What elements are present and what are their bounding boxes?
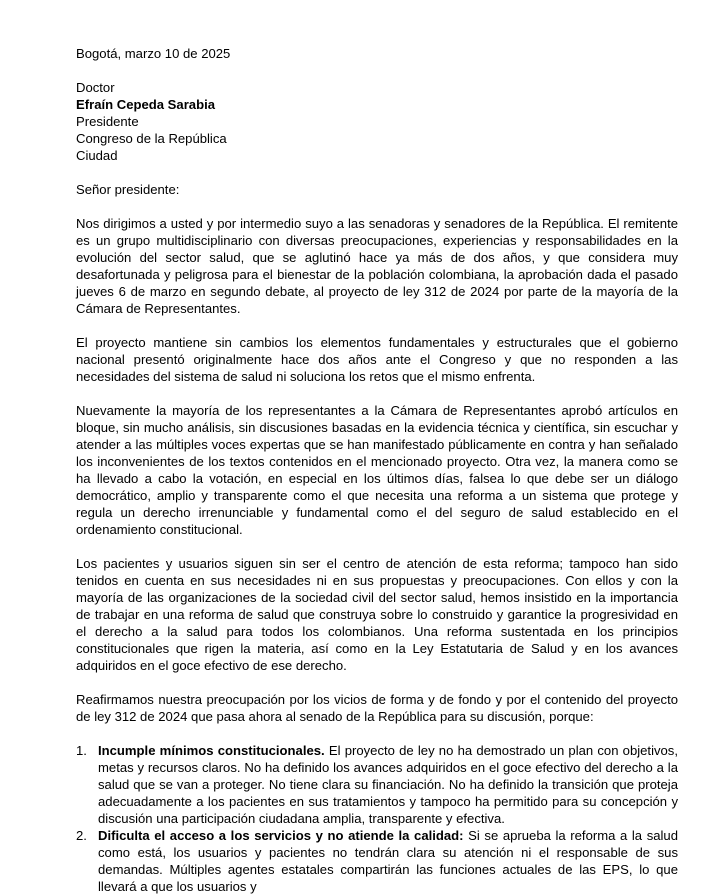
- list-item-heading: Incumple mínimos constitucionales.: [98, 743, 325, 758]
- list-item-text: El proyecto de ley no ha demostrado un plan con objetivos, metas y recursos claros. No ha definido los avances adquiridos en el goce efectivo del derecho a la salud que se van a proteger. No tiene clara su financiación. No ha definido la transición que proteja adecuadamente a los pacientes en sus tratamientos y tampoco ha permitido para su concepción y discusión una participación ciudadana amplia, transparente y efectiva.: [98, 743, 678, 826]
- paragraph-patients: Los pacientes y usuarios siguen sin ser el centro de atención de esta reforma; tampoco han sido tenidos en cuenta en sus necesidades ni en sus propuestas y preocupaciones. Con ellos y con la mayoría de las organizaciones de la sociedad civil del sector salud, hemos insistido en la importancia de trabajar en una reforma de salud que construya sobre lo construido y garantice la progresividad en el derecho a la salud para todos los colombianos. Una reforma sustentada en los principios constitucionales que rigen la materia, así como en la Ley Estatutaria de Salud y en los avances adquiridos en el goce efectivo de ese derecho.: [76, 556, 678, 673]
- recipient-city: Ciudad: [76, 148, 118, 163]
- list-item-text: Si se aprueba la reforma a la salud como está, los usuarios y pacientes no tendrán clara su atención ni el responsable de sus demandas. Múltiples agentes estatales compartirán las funciones actuales de las EPS, lo que llevará a que los usuarios y: [98, 828, 678, 894]
- recipient-honorific: Doctor: [76, 80, 115, 95]
- recipient-organization: Congreso de la República: [76, 131, 227, 146]
- recipient-title: Presidente: [76, 114, 139, 129]
- paragraph-vote: Nuevamente la mayoría de los representantes a la Cámara de Representantes aprobó artículos en bloque, sin mucho análisis, sin discusiones basadas en la evidencia técnica y científica, sin escuchar y atender a las múltiples voces expertas que se han manifestado públicamente en contra y han señalado los inconvenientes de los textos contenidos en el mencionado proyecto. Otra vez, la manera como se ha llevado a cabo la votación, en especial en los últimos días, falsea lo que debe ser un diálogo democrático, amplio y transparente como el que necesita una reforma a un sistema que protege y regula un derecho irrenunciable y fundamental como el del seguro de salud establecido en el ordenamiento constitucional.: [76, 403, 678, 537]
- salutation: Señor presidente:: [76, 182, 180, 197]
- paragraph-project: El proyecto mantiene sin cambios los elementos fundamentales y estructurales que el gobierno nacional presentó originalmente hace dos años ante el Congreso y que no responden a las necesidades del sistema de salud ni soluciona los retos que el mismo enfrenta.: [76, 335, 678, 384]
- list-item-heading: Dificulta el acceso a los servicios y no atiende la calidad:: [98, 828, 464, 843]
- letter-page: [76, 45, 678, 895]
- list-item: [76, 827, 678, 895]
- list-item-number: 1.: [76, 743, 87, 758]
- paragraph-intro: Nos dirigimos a usted y por intermedio suyo a las senadoras y senadores de la República. El remitente es un grupo multidisciplinario con diversas preocupaciones, experiencias y responsabilidades en la evolución del sector salud, que se aglutinó hace ya más de dos años, y que considera muy desafortunada y peligrosa para el bienestar de la población colombiana, la aprobación dada el pasado jueves 6 de marzo en segundo debate, al proyecto de ley 312 de 2024 por parte de la mayoría de la Cámara de Representantes.: [76, 216, 678, 316]
- list-item-number: 2.: [76, 828, 87, 843]
- list-item: [76, 742, 678, 827]
- recipient-block: [76, 79, 678, 164]
- recipient-name: Efraín Cepeda Sarabia: [76, 97, 215, 112]
- letter-date: Bogotá, marzo 10 de 2025: [76, 46, 231, 61]
- paragraph-concerns: Reafirmamos nuestra preocupación por los vicios de forma y de fondo y por el contenido del proyecto de ley 312 de 2024 que pasa ahora al senado de la República para su discusión, porque:: [76, 692, 678, 724]
- concerns-list: [76, 742, 678, 895]
